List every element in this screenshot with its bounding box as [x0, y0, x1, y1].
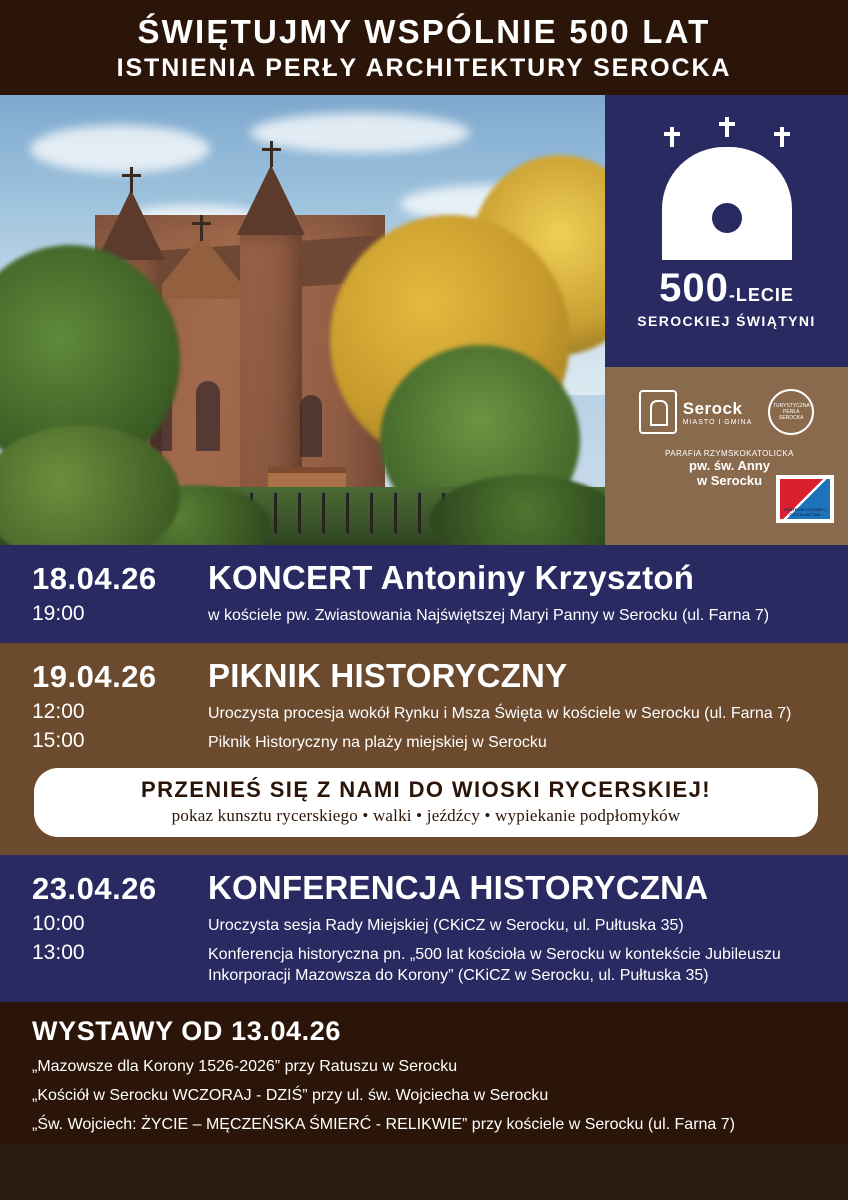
jubilee-logo: [605, 95, 848, 367]
culture-center-mark-icon: [780, 479, 830, 519]
exhibitions-title: WYSTAWY OD 13.04.26: [32, 1016, 342, 1047]
rose-window: [712, 203, 742, 233]
exhibition-item: „Św. Wojciech: ŻYCIE – MĘCZEŃSKA ŚMIERĆ - RELIKWIE” przy kościele w Serocku (ul. Farna 7): [32, 1116, 735, 1134]
partners-block: [605, 367, 848, 545]
church-window: [300, 395, 322, 457]
logo-number: [659, 266, 794, 311]
event-description: Piknik Historyczny na plaży miejskiej w Serocku: [208, 734, 547, 752]
tourism-badge: TURYSTYCZNA PERŁA SEROCKA: [768, 389, 814, 435]
event-time: 12:00: [32, 699, 85, 723]
cross-icon: [670, 127, 674, 147]
poster-header: [0, 0, 848, 95]
event-heading: [32, 559, 822, 597]
event-row: [32, 700, 822, 724]
event-heading: [32, 869, 822, 907]
event-row: [32, 912, 822, 936]
cross-icon: [725, 117, 729, 137]
event-time: 19:00: [32, 602, 85, 626]
event-section-konferencja: [0, 855, 848, 1002]
exhibition-item: „Kościół w Serocku WCZORAJ - DZIŚ” przy ul. św. Wojciecha w Serocku: [32, 1087, 549, 1105]
event-date: 19.04.26: [32, 658, 157, 694]
church-logo-icon: [662, 125, 792, 260]
event-title: KONCERT Antoniny Krzysztoń: [208, 559, 695, 597]
parish-line-2: pw. św. Anny: [689, 458, 770, 474]
event-description: Konferencja historyczna pn. „500 lat kościoła w Serocku w kontekście Jubileuszu Inkorporacji Mazowsza do Korony” (CKiCZ w Serocku, ul. Pułtuska 35): [208, 946, 781, 984]
serock-logo-text: [683, 399, 753, 426]
parish-line-3: w Serocku: [696, 473, 763, 489]
event-title: KONFERENCJA HISTORYCZNA: [208, 868, 709, 906]
event-description: Uroczysta sesja Rady Miejskiej (CKiCZ w Serocku, ul. Pułtuska 35): [208, 916, 684, 934]
event-time: 15:00: [32, 729, 85, 753]
event-title: PIKNIK HISTORYCZNY: [208, 656, 568, 694]
event-date: 23.04.26: [32, 870, 157, 906]
event-description: Uroczysta procesja wokół Rynku i Msza Święta w kościele w Serocku (ul. Farna 7): [208, 704, 792, 722]
event-heading: [32, 657, 822, 695]
logo-subtitle: SEROCKIEJ ŚWIĄTYNI: [637, 313, 816, 330]
hero-section: [0, 95, 848, 545]
church-gable: [150, 235, 254, 299]
cross-icon: [270, 141, 273, 167]
cross-icon: [780, 127, 784, 147]
serock-tagline: MIASTO I GMINA: [682, 418, 753, 426]
exhibitions-section: [0, 1002, 848, 1144]
header-line-2: ISTNIENIA PERŁY ARCHITEKTURY SEROCKA: [116, 53, 732, 82]
event-row: [32, 729, 822, 753]
event-time: 10:00: [32, 911, 85, 935]
parish-line-1: PARAFIA RZYMSKOKATOLICKA: [665, 449, 794, 459]
culture-center-logo: [776, 475, 834, 523]
church-spire-right: [237, 165, 305, 235]
cross-icon: [130, 167, 133, 193]
logo-number-value: 500: [659, 266, 729, 311]
event-date: 18.04.26: [32, 561, 157, 597]
event-row: [32, 941, 822, 986]
banner-subtitle: pokaz kunsztu rycerskiego • walki • jeźdźcy • wypiekanie podpłomyków: [171, 805, 681, 825]
event-section-koncert: [0, 545, 848, 642]
hero-side-column: [605, 95, 848, 545]
church-photo: [0, 95, 605, 545]
event-row: [32, 602, 822, 626]
church-spire-left: [97, 190, 165, 260]
event-section-piknik: [0, 643, 848, 855]
exhibition-item: „Mazowsze dla Korony 1526-2026” przy Ratuszu w Serocku: [32, 1058, 458, 1076]
knight-village-banner: [34, 768, 818, 837]
partner-row: [605, 367, 848, 435]
serock-coat-of-arms-icon: [639, 390, 677, 434]
serock-name: Serock: [682, 398, 743, 418]
logo-number-suffix: -LECIE: [728, 285, 794, 306]
serock-logo: [639, 390, 753, 434]
event-time: 13:00: [32, 941, 85, 965]
header-line-1: ŚWIĘTUJMY WSPÓLNIE 500 LAT: [137, 13, 711, 50]
church-window: [196, 381, 220, 451]
event-description: w kościele pw. Zwiastowania Najświętszej Maryi Panny w Serocku (ul. Farna 7): [208, 607, 770, 625]
culture-center-label: CENTRUM KULTURY I CZYTELNICTWA: [784, 507, 826, 518]
banner-title: PRZENIEŚ SIĘ Z NAMI DO WIOSKI RYCERSKIEJ!: [141, 776, 711, 802]
cross-icon: [200, 215, 203, 241]
